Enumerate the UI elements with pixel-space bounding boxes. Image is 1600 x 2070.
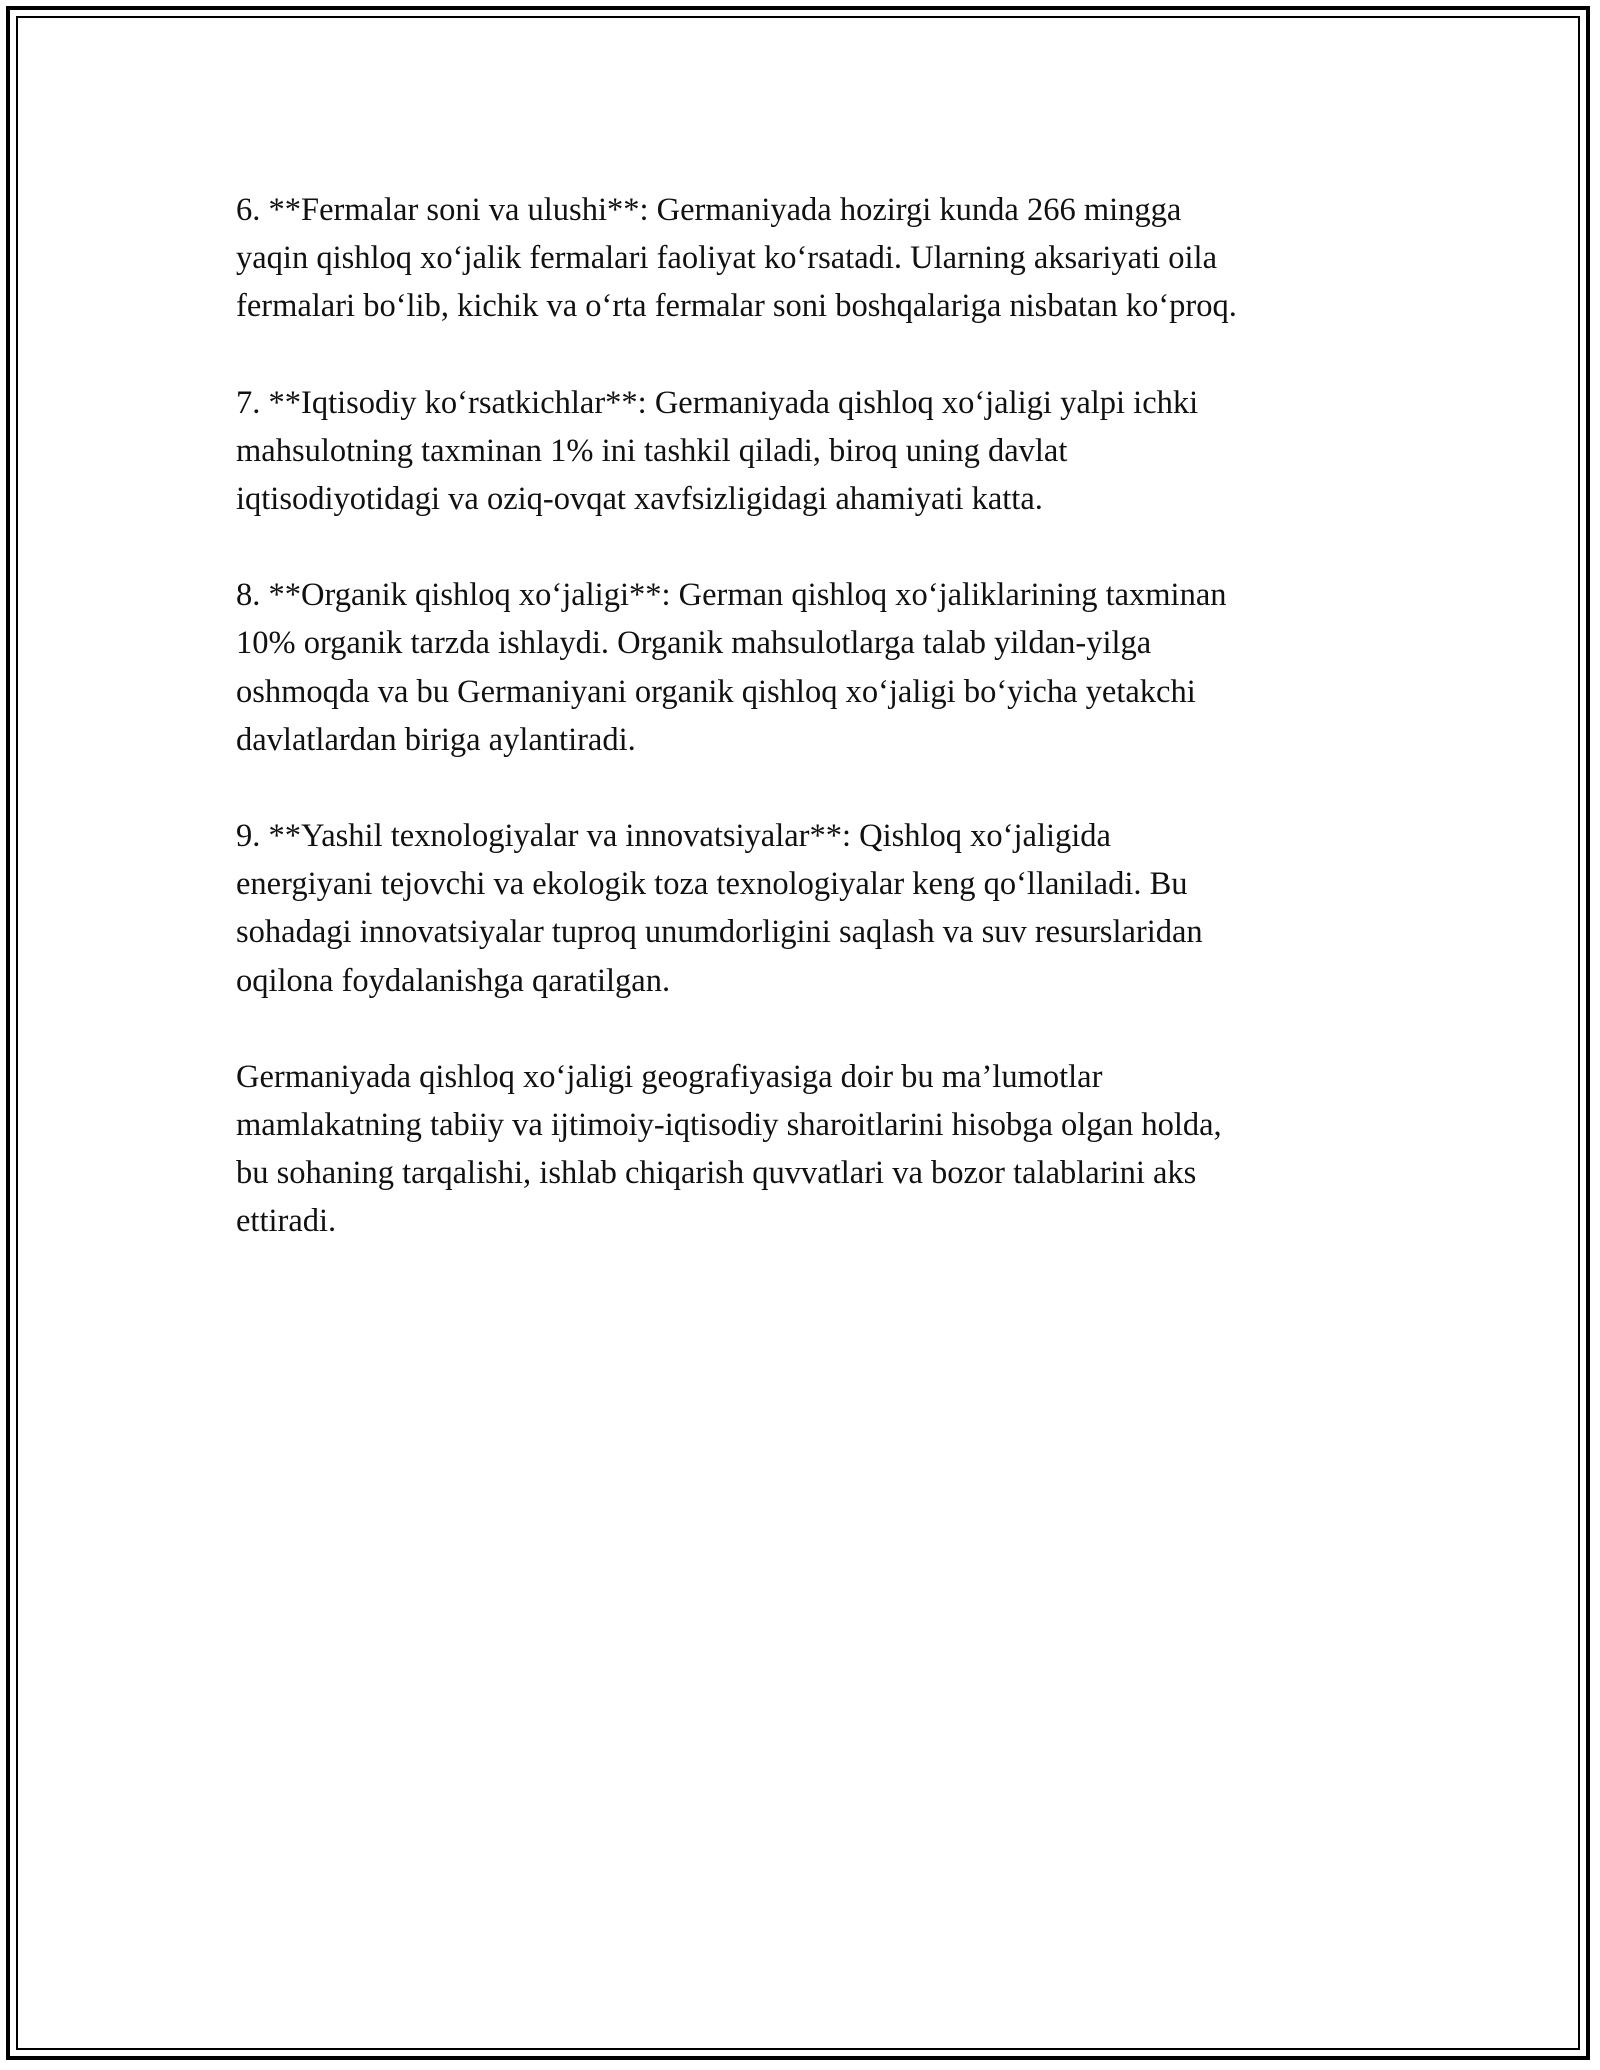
- paragraph-economic-indicators: 7. **Iqtisodiy ko‘rsatkichlar**: Germaniyada qishloq xo‘jaligi yalpi ichki mahsulotning taxminan 1% ini tashkil qiladi, biroq uning davlat iqtisodiyotidagi va oziq-ovqat xavfsizligidagi ahamiyati katta.: [236, 384, 1199, 518]
- paragraph-organic-farming: 8. **Organik qishloq xo‘jaligi**: German qishloq xo‘jaliklarining taxminan 10% organik tarzda ishlaydi. Organik mahsulotlarga talab yildan-yilga oshmoqda va bu Germaniyani organik qishloq xo‘jaligi bo‘yicha yetakchi davlatlardan biriga aylantiradi.: [236, 577, 1227, 758]
- paragraph-green-technologies: 9. **Yashil texnologiyalar va innovatsiyalar**: Qishloq xo‘jaligida energiyani tejovchi va ekologik toza texnologiyalar keng qo‘llaniladi. Bu sohadagi innovatsiyalar tuproq unumdorligini saqlash va suv resurslaridan oqilona foydalanishga qaratilgan.: [236, 818, 1203, 999]
- document-body: [236, 186, 1376, 1294]
- paragraph-farms-count: 6. **Fermalar soni va ulushi**: Germaniyada hozirgi kunda 266 mingga yaqin qishloq xo‘jalik fermalari faoliyat ko‘rsatadi. Ularning aksariyati oila fermalari bo‘lib, kichik va o‘rta fermalar soni boshqalariga nisbatan ko‘proq.: [236, 192, 1237, 325]
- paragraph-conclusion: Germaniyada qishloq xo‘jaligi geografiyasiga doir bu ma’lumotlar mamlakatning tabiiy va ijtimoiy-iqtisodiy sharoitlarini hisobga olgan holda, bu sohaning tarqalishi, ishlab chiqarish quvvatlari va bozor talablarini aks ettiradi.: [236, 1058, 1222, 1240]
